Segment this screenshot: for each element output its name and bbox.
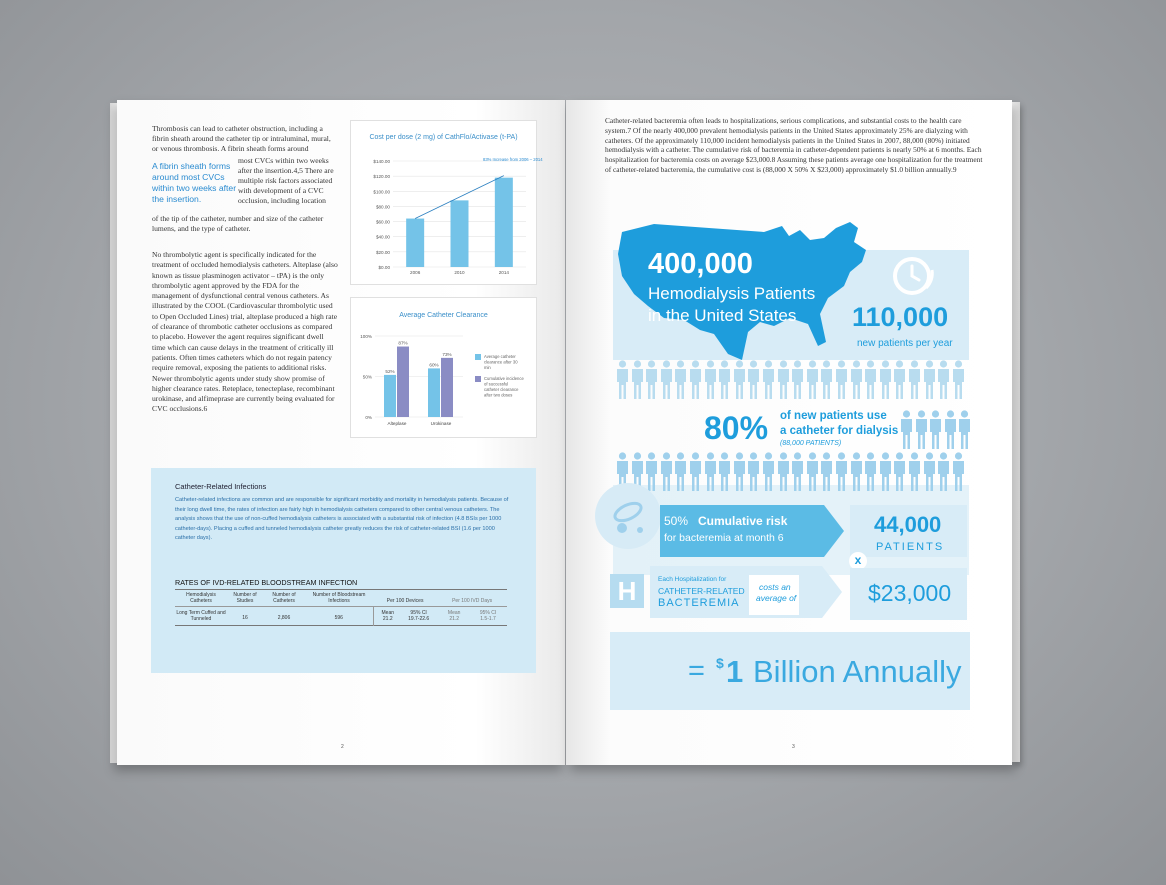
- pct-label-2: a catheter for dialysis: [780, 425, 899, 437]
- risk-pct: 50%: [664, 514, 689, 528]
- table-row: [175, 607, 507, 626]
- x-tick-label: Urokinase: [430, 421, 452, 426]
- person-icon: [835, 360, 848, 405]
- para2: No thrombolytic agent is specifically indicated for the treatment of occluded hemodialysis catheters. Alteplase (also known as tissue plasminogen activator – tPA) is the only thrombolytic agent approved by the FDA for the management of dysfunctional central venous catheters. As illustrated by the COOL (Cardiovascular thrombolytic used to Open Occluded Lines) trial, alteplase produced a high rate of clearance of thrombotic catheter occlusions as compared to placebo. However the agent requires significant dwell time which can cause delays in the treatment of critically ill patients. Often times catheters which do not regain patency require removal, exposing the patients to additional risks. Newer thrombolytic agents under study show promise of higher clearance rates. Reteplace, tenecteplase, recombinant urokinase, and alfimeprase are currently being evaluated for CVC occlusions.6: [152, 250, 338, 414]
- person-icon: [900, 410, 913, 455]
- para1-side: most CVCs within two weeks after the insertion.4,5 There are multiple risk factors associated with development of a CVC occlusion, including location: [238, 156, 334, 205]
- rates-table: [175, 589, 507, 626]
- x-tick-label: Alteplase: [387, 421, 407, 426]
- bar: [451, 200, 469, 267]
- hosp-label-1: Each Hospitalization for: [658, 576, 727, 583]
- day-ci: 1.5-1.7: [480, 616, 496, 622]
- sidebar-text: Catheter-related infections are common and are responsible for significant morbidity and mortality in hemodialysis patients. Because of their long dwell time, the rates of infection are fairly high in hemodialysis catheters compared to other central venous catheters. The analysis shows that the use of non-cuffed hemodialysis catheters is associated with a substantial risk of infection (4.8 BSIs per 1000 catheter-days). Placing a cuffed and tunneled hemodialysis catheter greatly reduces the risk of catheter-related BSI (1.6 per 1000 catheter days).: [175, 497, 509, 541]
- person-icon: [893, 452, 906, 497]
- person-icon: [952, 452, 965, 497]
- table-cell: 16: [242, 615, 248, 621]
- total-dollar: $: [716, 655, 724, 671]
- person-icon: [631, 360, 644, 405]
- legend-label: Cumulative incidence: [484, 376, 524, 381]
- people-row-2: [900, 410, 970, 458]
- y-tick-label: 100%: [360, 334, 372, 339]
- person-icon: [908, 360, 921, 405]
- clock-icon: [884, 248, 940, 304]
- rates-table-block: [175, 578, 507, 626]
- person-icon: [958, 410, 971, 455]
- people-row-3: [616, 452, 966, 500]
- dev-ci-label: 95% CI: [410, 610, 427, 616]
- bar: [384, 375, 396, 417]
- person-icon: [674, 360, 687, 405]
- person-icon: [893, 360, 906, 405]
- person-icon: [762, 360, 775, 405]
- data-label: 87%: [398, 340, 408, 346]
- person-icon: [747, 452, 760, 497]
- x-tick-label: 2006: [410, 270, 421, 275]
- person-icon: [660, 360, 673, 405]
- dev-mean-label: Mean: [381, 610, 395, 616]
- person-icon: [923, 452, 936, 497]
- y-tick-label: 50%: [362, 374, 372, 380]
- person-icon: [879, 360, 892, 405]
- person-icon: [915, 410, 928, 455]
- people-row-1: [616, 360, 966, 408]
- new-label: new patients per year: [857, 338, 953, 349]
- person-icon: [689, 452, 702, 497]
- day-ci-label: 95% CI: [479, 610, 497, 616]
- right-page-edge: [1012, 102, 1020, 762]
- bacteria-icon: [592, 480, 664, 552]
- x-tick-label: 2010: [454, 270, 465, 275]
- person-icon: [944, 410, 957, 455]
- person-icon: [937, 360, 950, 405]
- page-number-right: 3: [792, 744, 795, 750]
- table-header: Number of Bloodstream Infections: [305, 590, 373, 607]
- bar: [495, 178, 513, 267]
- person-icon: [864, 360, 877, 405]
- table-header: Per 100 IVD Days: [437, 590, 507, 607]
- person-icon: [820, 360, 833, 405]
- person-icon: [879, 452, 892, 497]
- hosp-label-2: CATHETER-RELATED: [658, 586, 745, 596]
- table-header: Hemodialysis Catheters: [175, 590, 227, 607]
- y-tick-label: $140.00: [373, 159, 390, 164]
- data-label: 60%: [429, 362, 439, 368]
- day-mean: 21.2: [449, 616, 460, 622]
- cost-value: $23,000: [868, 580, 952, 606]
- person-icon: [747, 360, 760, 405]
- total-value: 1: [726, 654, 744, 689]
- person-icon: [645, 360, 658, 405]
- risk-label-2: for bacteremia at month 6: [664, 532, 784, 544]
- table-header: Per 100 Devices: [373, 590, 437, 607]
- legend-label: Average catheter: [484, 354, 516, 359]
- annotation: 83% Increase from 2006 – 2014: [483, 157, 543, 162]
- y-tick-label: 0%: [365, 415, 372, 420]
- person-icon: [835, 452, 848, 497]
- table-header: Number of Studies: [227, 590, 263, 607]
- clearance-chart-svg: [351, 298, 536, 437]
- person-icon: [733, 360, 746, 405]
- person-icon: [820, 452, 833, 497]
- legend-label: clearance after 30: [484, 359, 518, 365]
- legend-label: of successful: [484, 381, 509, 387]
- times-symbol: x: [849, 552, 867, 570]
- legend-label: after two doses: [484, 392, 513, 398]
- costs-label-1: costs an: [759, 582, 791, 592]
- left-page: [117, 100, 565, 765]
- person-icon: [733, 452, 746, 497]
- legend-swatch: [475, 354, 481, 360]
- legend-label: min: [484, 365, 491, 370]
- para1-top: Thrombosis can lead to catheter obstruction, including a fibrin sheath around the catheter tip or intraluminal, mural, or venous thrombosis. A fibrin sheath forms around: [152, 124, 331, 153]
- new-number: 110,000: [852, 302, 949, 332]
- cost-chart: [350, 120, 543, 285]
- total-eq: =: [688, 655, 705, 687]
- person-icon: [718, 452, 731, 497]
- table-cell: 596: [334, 615, 343, 621]
- cost-chart-title: Cost per dose (2 mg) of CathFlo/Activase (t-PA): [369, 134, 518, 141]
- person-icon: [806, 360, 819, 405]
- person-icon: [937, 452, 950, 497]
- para1-end: of the tip of the catheter, number and size of the catheter lumens, and the type of catheter.: [152, 214, 324, 233]
- person-icon: [689, 360, 702, 405]
- clearance-chart-title: Average Catheter Clearance: [399, 312, 488, 319]
- person-icon: [908, 452, 921, 497]
- person-icon: [616, 360, 629, 405]
- y-tick-label: $120.00: [373, 174, 390, 180]
- person-icon: [952, 360, 965, 405]
- person-icon: [850, 452, 863, 497]
- cost-chart-svg: [351, 121, 543, 284]
- hospital-icon: H: [610, 574, 644, 608]
- right-page: [566, 100, 1012, 765]
- person-icon: [674, 452, 687, 497]
- x-tick-label: 2014: [498, 270, 509, 275]
- page-number-left: 2: [341, 744, 344, 750]
- y-tick-label: $40.00: [375, 234, 390, 240]
- person-icon: [718, 360, 731, 405]
- y-tick-label: $80.00: [375, 204, 390, 210]
- total-label: Billion Annually: [753, 654, 962, 689]
- hosp-label-3: BACTEREMIA: [658, 597, 740, 609]
- risk-label-1: Cumulative risk: [698, 514, 788, 528]
- pct: 80%: [704, 410, 769, 446]
- big-number: 400,000: [648, 248, 753, 280]
- person-icon: [791, 360, 804, 405]
- dev-mean: 21.2: [382, 616, 393, 622]
- bar: [406, 219, 424, 267]
- legend-swatch: [475, 376, 481, 382]
- sidebar-title: Catheter-Related Infections: [175, 482, 267, 491]
- person-icon: [806, 452, 819, 497]
- person-icon: [864, 452, 877, 497]
- person-icon: [850, 360, 863, 405]
- person-icon: [923, 360, 936, 405]
- data-label: 52%: [385, 368, 395, 374]
- person-icon: [777, 360, 790, 405]
- y-tick-label: $100.00: [373, 189, 390, 195]
- infections-sidebar: [151, 468, 536, 673]
- data-label: 73%: [442, 351, 452, 357]
- pct-label-1: of new patients use: [780, 410, 887, 422]
- person-icon: [929, 410, 942, 455]
- per-devices-cell: [373, 607, 437, 626]
- person-icon: [791, 452, 804, 497]
- person-icon: [704, 452, 717, 497]
- big-label-2: in the United States: [648, 306, 797, 325]
- bar: [397, 347, 409, 417]
- y-tick-label: $0.00: [378, 265, 390, 270]
- table-header: Number of Catheters: [263, 590, 305, 607]
- person-icon: [777, 452, 790, 497]
- table-cell: Long Term Cuffed and Tunneled: [176, 610, 226, 622]
- costs-label-2: average of: [756, 593, 797, 603]
- patients-number: 44,000: [874, 512, 942, 537]
- patients-label: PATIENTS: [876, 541, 945, 553]
- person-icon: [704, 360, 717, 405]
- table-cell: 2,806: [277, 615, 291, 621]
- dev-ci: 19.7-22.6: [408, 616, 430, 622]
- pull-quote: A fibrin sheath forms around most CVCs within two weeks after the insertion.: [152, 161, 237, 204]
- pct-sub: (88,000 PATIENTS): [780, 440, 842, 447]
- big-label-1: Hemodialysis Patients: [648, 284, 816, 303]
- bar: [428, 368, 440, 417]
- bar: [441, 358, 453, 417]
- intro-text: Catheter-related bacteremia often leads to hospitalizations, serious complications, and substantial costs to the health care system.7 Of the nearly 400,000 prevalent hemodialysis patients in the United States approximately 25% are dialyzing with catheters. Of the approximately 110,000 incident hemodialysis patients in the United States in 2007, 88,000 (80%) initiated hemodialysis with a catheter. The cumulative risk of bacteremia in catheter-dependent patients is nearly 50% at 6 months. Each hospitalization for bacteremia costs on average $23,000.8 Assuming these patients average one hospitalization for the treatment of catheter-related bacteremia, the cumulative cost is (88,000 X 50% X $23,000) approximately $1.0 billion annually.9: [605, 116, 983, 174]
- day-mean-label: Mean: [447, 610, 461, 616]
- y-tick-label: $60.00: [375, 219, 390, 225]
- person-icon: [762, 452, 775, 497]
- clearance-chart: [350, 297, 537, 438]
- legend-label: catheter clearance: [484, 387, 519, 392]
- risk-arrow-shape: [660, 505, 844, 557]
- rates-table-title: RATES OF IVD-RELATED BLOODSTREAM INFECTION: [175, 578, 358, 587]
- per-days-cell: [437, 607, 507, 626]
- y-tick-label: $20.00: [375, 249, 390, 255]
